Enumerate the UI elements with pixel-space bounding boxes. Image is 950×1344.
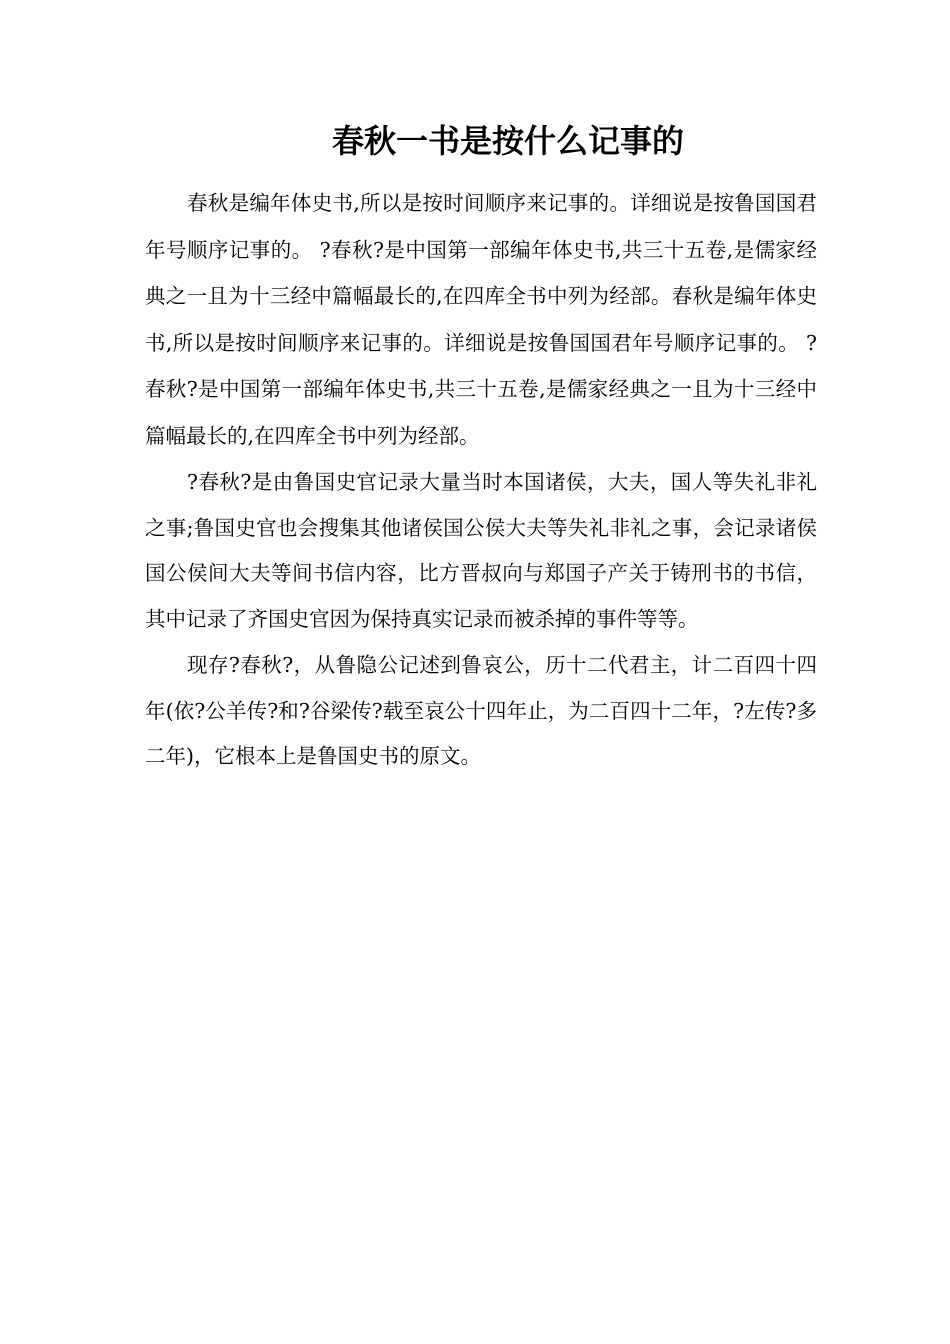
document-title: 春秋一书是按什么记事的 [331,122,684,160]
paragraph-1: 春秋是编年体史书,所以是按时间顺序来记事的。详细说是按鲁国国君年号顺序记事的。 ?春秋?是中国第一部编年体史书,共三十五卷,是儒家经典之一且为十三经中篇幅最长的,在四库全书中列为经部。春秋是编年体史书,所以是按时间顺序来记事的。详细说是按鲁国国君年号顺序记事的。 ?春秋?是中国第一部编年体史书,共三十五卷,是儒家经典之一且为十三经中篇幅最长的,在四库全书中列为经部。 [145,191,817,448]
paragraph-2: ?春秋?是由鲁国史官记录大量当时本国诸侯，大夫，国人等失礼非礼之事;鲁国史官也会搜集其他诸侯国公侯大夫等失礼非礼之事，会记录诸侯国公侯间大夫等间书信内容，比方晋叔向与郑国子产关于铸刑书的书信，其中记录了齐国史官因为保持真实记录而被杀掉的事件等等。 [145,470,817,631]
paragraph-3: 现存?春秋?，从鲁隐公记述到鲁哀公，历十二代君主，计二百四十四年(依?公羊传?和?谷梁传?载至哀公十四年止，为二百四十二年，?左传?多二年)，它根本上是鲁国史书的原文。 [145,653,817,768]
document-body [145,180,817,781]
